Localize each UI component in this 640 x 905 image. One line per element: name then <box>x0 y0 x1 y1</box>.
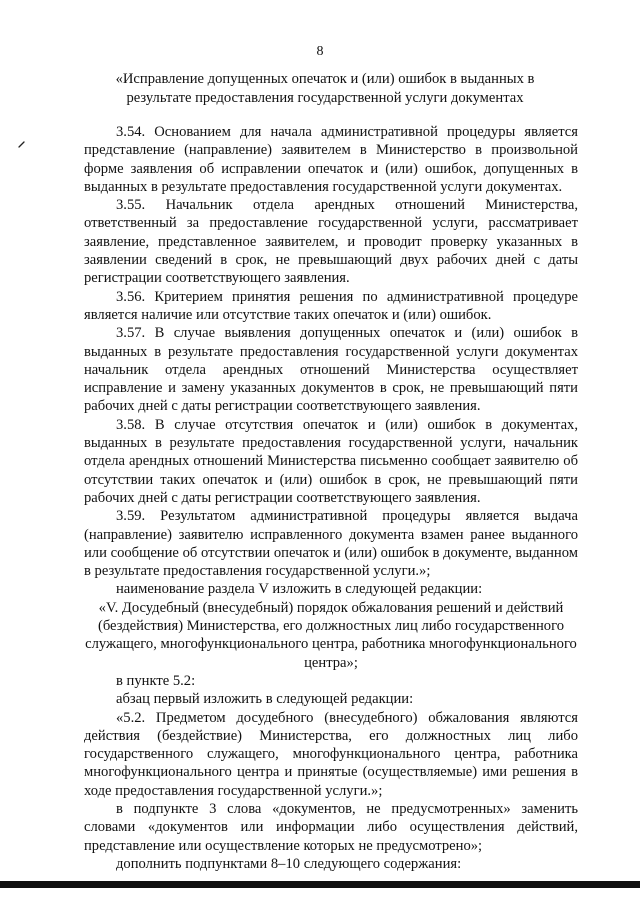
pen-mark <box>18 140 26 148</box>
paragraph: 3.57. В случае выявления допущенных опечаток и (или) ошибок в выданных в результате предоставления государственной услуги документах начальник отдела арендных отношений Министерства осуществляет исправление и замену указанных документов в срок, не превышающий пяти рабочих дней с даты регистрации соответствующего заявления. <box>84 325 578 415</box>
paragraph: в подпункте 3 слова «документов, не предусмотренных» заменить словами «документов или информации либо осуществления действий, представление или осуществление которых не предусмотрено»; <box>84 800 578 854</box>
paragraph: 3.59. Результатом административной процедуры является выдача (направление) заявителю исправленного документа взамен ранее выданного или сообщение об отсутствии опечаток и (или) ошибок в документе, выданном в результате предоставления государственной услуги.»; <box>84 508 578 580</box>
paragraph: наименование раздела V изложить в следующей редакции: <box>116 581 483 598</box>
scan-bottom-edge <box>0 881 640 888</box>
paragraph: абзац первый изложить в следующей редакции: <box>116 691 414 708</box>
paragraph: 3.58. В случае отсутствия опечаток и (или) ошибок в документах, выданных в результате предоставления государственной услуги, начальник отдела арендных отношений Министерства письменно сообщает заявителю об отсутствии таких опечаток и (или) ошибок в срок, не превышающий пяти рабочих дней с даты регистрации соответствующего заявления. <box>84 416 578 506</box>
heading-line: результате предоставления государственной услуги документах <box>126 89 524 106</box>
paragraph: 3.55. Начальник отдела арендных отношений Министерства, ответственный за предоставление государственной услуги, рассматривает заявление, представленное заявителем, и проводит проверку указанных в заявлении сведений в срок, не превышающий двух рабочих дней с даты регистрации соответствующего заявления. <box>84 197 578 287</box>
document-body <box>84 123 578 873</box>
heading-line: «Исправление допущенных опечаток и (или) ошибок в выданных в <box>115 71 535 87</box>
paragraph: 3.56. Критерием принятия решения по административной процедуре является наличие или отсутствие таких опечаток и (или) ошибок. <box>84 288 578 323</box>
paragraph: «5.2. Предметом досудебного (внесудебного) обжалования являются действия (бездействие) Министерства, его должностных лиц либо государственного служащего, многофункционального центра, работника многофункционального центра и принятые (осуществляемые) ими решения в ходе предоставления государственной услуги.»; <box>84 709 578 799</box>
section-heading <box>90 70 560 107</box>
page-number: 8 <box>316 44 324 59</box>
paragraph: 3.54. Основанием для начала административной процедуры является представление (направление) заявителем в Министерство в произвольной форме заявления об исправлении опечаток и (или) ошибок, допущенных в выданных в результате предоставления государственной услуги документах. <box>84 124 578 195</box>
paragraph: в пункте 5.2: <box>116 672 196 689</box>
paragraph: дополнить подпунктами 8–10 следующего содержания: <box>116 855 462 872</box>
section-title-quote: «V. Досудебный (внесудебный) порядок обжалования решений и действий (бездействия) Министерства, его должностных лиц либо государственного служащего, многофункционального центра, работника многофункционального центра»; <box>85 599 577 671</box>
